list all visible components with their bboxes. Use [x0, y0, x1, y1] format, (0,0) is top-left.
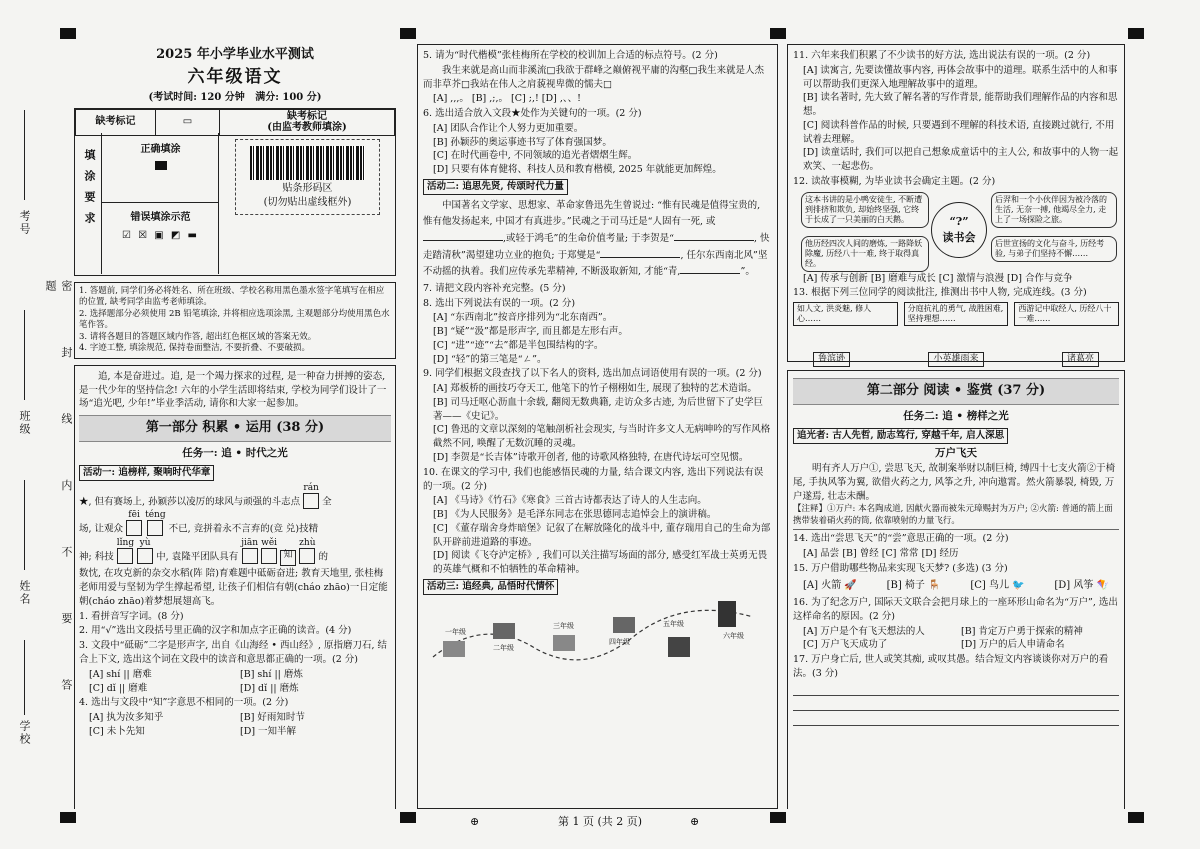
blank[interactable]	[674, 240, 754, 241]
absent-mark-label: 缺考标记	[76, 109, 156, 135]
answer-sheet-header	[74, 108, 396, 276]
question-11: 11. 六年来我们积累了不少读书的好方法, 选出说法有误的一项。(2 分)	[793, 50, 1091, 61]
option[interactable]: [A] 团队合作让个人努力更加重要。	[433, 122, 584, 134]
question-12: 12. 读故事模糊, 为毕业读书会确定主题。(2 分)	[793, 175, 996, 187]
zhi-char-box: 知	[280, 541, 296, 566]
option[interactable]: [A] 执为汝多知乎	[89, 712, 164, 724]
chaser-banner: 追光者: 古人先哲, 励志笃行, 穿越千年, 启人深思	[793, 428, 1008, 444]
option[interactable]: [B] 《为人民服务》是毛泽东同志在张思德同志追悼会上的演讲稿。	[433, 509, 717, 521]
column-1	[74, 44, 396, 809]
absent-note-title: 缺考标记	[287, 110, 327, 122]
question-5-text: 我生来就是高山而非溪流□我欲于群峰之巅俯视平庸的沟壑□我生来就是人杰而非草芥□我站在伟人之肩藐视卑微的懦夫□	[423, 64, 764, 90]
intro-paragraph: 追, 本是奋进过。追, 是一个竭力探求的过程, 是一种奋力拼搏的姿态, 是一代少年的坚持信念! 六年的小学生活即将结束, 学校为同学们设计了一场“追光吧, 少年!”毕业季活动, 请你和大家一起参加。	[79, 370, 387, 410]
story-cloud: 他历经四次人间的磨炼, 一路降妖除魔, 历经八十一难, 终于取得真经。	[801, 236, 929, 272]
annotation-note: 西游记中取经人, 历经八十一难……	[1014, 302, 1119, 326]
option[interactable]: [D] 阅读《飞夺泸定桥》, 我们可以关注描写场面的部分, 感受红军战士英勇无畏的英雄气概和不怕牺牲的革命精神。	[433, 550, 768, 576]
activity1-label: 活动一: 追榜样, 聚响时代华章	[79, 465, 214, 481]
barcode-zone-hint: (切勿贴出虚线框外)	[263, 197, 352, 209]
answer-area-1	[74, 365, 396, 809]
question-9: 9. 同学们根据文段查找了以下名人的资料, 选出加点词语使用有误的一项。(2 分)	[423, 368, 762, 380]
alignment-mark	[60, 28, 76, 39]
subject-title: 六年级语文	[187, 66, 283, 87]
question-14-options[interactable]: [A] 品尝 [B] 曾经 [C] 常常 [D] 经历	[803, 548, 959, 560]
blank[interactable]	[680, 273, 740, 274]
grade-label: 二年级	[493, 643, 514, 652]
correct-fill-label: 正确填涂	[140, 143, 181, 155]
fill-requirements-label: 填涂要求	[82, 148, 96, 233]
alignment-mark	[400, 28, 416, 39]
part2-title: 第二部分 阅读 • 鉴赏 (37 分)	[793, 378, 1119, 405]
question-16-options	[793, 625, 1119, 653]
grade-label: 三年级	[553, 621, 574, 630]
seal-line-text: 密 封 线 内 不 要 答 题	[43, 280, 73, 716]
activity3-label: 活动三: 追经典, 品悟时代情怀	[423, 579, 558, 595]
character-name[interactable]: 诸葛亮	[1062, 352, 1099, 367]
question-1: 1. 看拼音写字词。(8 分)	[79, 610, 184, 622]
notice-item: 3. 请将各题目的答题区域内作答, 超出红色框区域的答案无效。	[79, 331, 317, 342]
option[interactable]: [A] 郑板桥的画技巧夺天工, 他笔下的竹子栩栩如生, 展现了独特的艺术造诣。	[433, 383, 757, 395]
option[interactable]: [A] 万户是个有飞天想法的人	[803, 625, 925, 637]
task2-title: 任务二: 追 • 榜样之光	[903, 409, 1009, 422]
option-bird[interactable]: [C] 鸟儿 🐦	[970, 579, 1025, 591]
wrong-fill-samples: ☑ ☒ ▣ ◩ ▬	[122, 230, 199, 242]
kite-icon: 🪁	[1096, 579, 1109, 591]
barcode-zone-label: 贴条形码区	[282, 182, 333, 194]
books-path-icon	[423, 597, 773, 673]
story-cloud: 后羿和一个小伙伴因为被冷落的生活, 无奈一搏, 他竭尽全力, 走上了一场探险之旅。	[991, 192, 1117, 228]
task1-title: 任务一: 追 • 时代之光	[182, 446, 288, 459]
question-8: 8. 选出下列说法有误的一项。(2 分)	[423, 297, 576, 309]
name-label: 姓名	[17, 580, 31, 606]
blank[interactable]	[423, 240, 503, 241]
barcode-icon	[250, 146, 365, 180]
absent-mark-box[interactable]: ▭	[156, 109, 220, 135]
option[interactable]: [B] 肯定万户勇于探索的精神	[961, 625, 1083, 637]
option[interactable]: [A] shí || 磨难	[89, 668, 152, 680]
question-5: 5. 请为“时代楷模”张桂梅所在学校的校训加上合适的标点符号。(2 分)	[423, 50, 718, 61]
annotation-note: 分庭抗礼的勇气, 战胜困难, 坚持理想……	[904, 302, 1009, 326]
binding-margin	[14, 80, 73, 770]
question-17: 17. 万户身亡后, 世人或笑其痴, 或叹其愚。结合短文内容谈谈你对万户的看法。(3 分)	[793, 654, 1109, 679]
question-6: 6. 选出适合放入文段★处作为关键句的一项。(2 分)	[423, 108, 642, 120]
absent-note-sub: (由监考教师填涂)	[267, 122, 347, 134]
question-16: 16. 为了纪念万户, 国际天文联合会把月球上的一座环形山命名为“万户”, 选出这样命名的原因。(2 分)	[793, 597, 1118, 622]
column-3	[787, 44, 1125, 809]
story-text: 明有齐人万户①, 尝思飞天, 故制案举财以制巨椅, 缚四十七支火箭②于椅尾, 手执风筝为翼, 欲借火药之力, 风筝之升, 冲向遨霄。然火箭暴裂, 椅毁, 万户遂焉, 壮志未酬。	[793, 463, 1116, 502]
wrong-fill-label: 错误填涂示范	[130, 211, 191, 223]
question-14: 14. 选出“尝思飞天”的“尝”意思正确的一项。(2 分)	[793, 533, 1009, 545]
question-3: 3. 文段中“砥砺”二字是形声字, 出自《山海经 • 西山经》, 原指磨刀石, 结合上下文, 选出这个词在文段中的读音和意思都正确的一项。(2 分)	[79, 640, 388, 666]
grade-label: 一年级	[445, 627, 466, 636]
pinyin-box-teng: téng	[145, 511, 166, 539]
option[interactable]: [A] “东西南北”按音序排列为“北东南西”。	[433, 312, 613, 324]
question-10: 10. 在课文的学习中, 我们也能感悟民魂的力量, 结合课文内容, 选出下列说法有误的一项。(2 分)	[423, 466, 764, 492]
story-notes: 【注释】①万户: 本名陶成道, 因献火器而被朱元璋赐封为万户; ②火箭: 普通的箭上面携带装着硝火药的筒, 依靠喷射的力量飞行。	[793, 504, 1113, 526]
name-line	[24, 480, 25, 570]
column-2	[417, 44, 778, 809]
question-5-options[interactable]: [A] ,,,。 [B] ,;,。 [C] ;,! [D] ,、、!	[433, 93, 581, 105]
character-name[interactable]: 小英雄雨来	[928, 352, 983, 367]
pinyin-box-jian: jiān	[241, 539, 258, 567]
option[interactable]: [C] dǐ || 磨难	[89, 682, 148, 694]
option[interactable]: [D] 只要有体育健将、科技人员和教育楷模, 2025 年就能更加辉煌。	[433, 164, 722, 176]
option[interactable]: [B] 司马迁呕心沥血十余载, 翻阅无数典籍, 走访众多古迹, 为后世留下了史学巨著——《史记》。	[433, 396, 764, 422]
answer-area-2	[417, 44, 778, 809]
class-line	[24, 310, 25, 400]
registration-mark-icon: ⊕	[470, 815, 480, 828]
option[interactable]: [C] 阅读科普作品的时候, 只要遇到不理解的科技术语, 直接跳过就行, 不用试着去理解。	[803, 119, 1115, 145]
option[interactable]: [C] 未卜先知	[89, 725, 145, 737]
grade-label: 四年级	[609, 637, 630, 646]
page-number: 第 1 页 (共 2 页)	[557, 815, 643, 828]
pinyin-box-ling: lǐng	[117, 539, 134, 567]
option[interactable]: [B] shí || 磨炼	[240, 668, 303, 680]
option[interactable]: [D] 读童话时, 我们可以把自己想象成童话中的主人公, 和故事中的人物一起欢笑、一起悲伤。	[803, 147, 1119, 173]
grade-label: 六年级	[723, 631, 744, 640]
correct-fill-sample	[155, 161, 167, 170]
notice-item: 2. 选择题部分必须使用 2B 铅笔填涂, 并将相应选项涂黑, 主观题部分均使用黑色水笔作答。	[79, 308, 390, 331]
annotation-note: 如人文, 洪炎魅, 修人心……	[793, 302, 898, 326]
option[interactable]: [A] 读寓言, 先要读懂故事内容, 再体会故事中的道理。联系生活中的人和事可以帮助我们更深入地理解故事中的道理。	[803, 64, 1118, 90]
school-line	[24, 640, 25, 715]
blank[interactable]	[600, 257, 680, 258]
question-13: 13. 根据下列三位同学的阅读批注, 推测出书中人物, 完成连线。(3 分)	[793, 287, 1087, 299]
option[interactable]: [D] 万户的后人申请命名	[961, 639, 1065, 651]
activity2-label: 活动二: 追思先贤, 传颂时代力量	[423, 179, 568, 195]
question-4: 4. 选出与文段中“知”字意思不相同的一项。(2 分)	[79, 697, 289, 709]
option[interactable]: [D] dǐ || 磨炼	[240, 682, 299, 694]
page-footer	[0, 814, 1200, 830]
answer-area-3-bottom	[787, 370, 1125, 809]
part1-title: 第一部分 积累 • 运用 (38 分)	[79, 415, 391, 442]
school-label: 学校	[17, 720, 31, 746]
reading-club-circle: “?” 读书会	[931, 202, 987, 258]
option[interactable]: [D] 一知半解	[240, 725, 297, 737]
question-7: 7. 请把文段内容补充完整。(5 分)	[423, 282, 566, 294]
notice-box	[74, 282, 396, 359]
answer-line[interactable]	[793, 683, 1119, 696]
notice-item: 1. 答题前, 同学们务必将姓名、所在班级、学校名称用黑色墨水签字笔填写在相应的位置, 缺考同学由监考老师填涂。	[79, 285, 385, 308]
option[interactable]: [B] 好雨知时节	[240, 712, 305, 724]
reading-club-diagram	[793, 190, 1119, 272]
story-cloud: 这本书讲的是小鸭安徒生, 不断遭到排挤和欺负, 却始终坚强, 它终于长成了一只美丽的白天鹅。	[801, 192, 929, 228]
chair-icon: 🪑	[928, 579, 941, 591]
option-kite[interactable]: [D] 风筝 🪁	[1054, 579, 1109, 591]
option[interactable]: [B] “疑”“汲”都是形声字, 而且都是左形右声。	[433, 326, 628, 338]
option[interactable]: [D] 李贺是“长吉体”诗歌开创者, 他的诗歌风格独特, 在唐代诗坛可空见惯。	[433, 451, 749, 463]
alignment-mark	[770, 28, 786, 39]
answer-line[interactable]	[793, 698, 1119, 711]
notice-item: 4. 字迹工整, 填涂规范, 保持卷面整洁, 不要折叠、不要破损。	[79, 343, 311, 354]
answer-area-3-top	[787, 44, 1125, 365]
pinyin-box-ran: rán	[303, 484, 319, 512]
option-chair[interactable]: [B] 椅子 🪑	[886, 579, 941, 591]
story-title: 万户飞天	[935, 446, 977, 459]
grade-timeline	[423, 597, 772, 673]
pinyin-box-fei: fēi	[126, 511, 142, 539]
option[interactable]: [C] 鲁迅的文章以深刻的笔触剖析社会现实, 与当时许多文人无病呻吟的写作风格截然不同, 唤醒了无数沉睡的灵魂。	[433, 424, 771, 450]
question-4-options	[79, 711, 391, 739]
id-line	[24, 110, 25, 200]
question-15: 15. 万户借助哪些物品来实现飞天梦? (多选) (3 分)	[793, 562, 1008, 574]
id-label: 考号	[17, 210, 31, 236]
registration-mark-icon: ⊕	[690, 815, 700, 828]
passage: ★, 但有赛场上, 孙颖莎以凌厉的球风与顽强的斗志点 rán 全 场, 让观众 fēi téng 不已, 竞拼着永不言弃的(竞 兑)技精 神; 科技 lǐng yù 中, 袁隆平团队具有 jiān wěi 知 zhù 的	[79, 484, 391, 567]
character-names	[793, 352, 1119, 367]
pinyin-box-wei: wěi	[261, 539, 277, 567]
option[interactable]: [D] “轻”的第三笔是“ㄥ”。	[433, 353, 547, 365]
absent-table	[75, 109, 395, 136]
pinyin-box-yu: yù	[137, 539, 153, 567]
option[interactable]: [B] 孙颖莎的奥运事迹书写了体育强国梦。	[433, 136, 612, 148]
question-2: 2. 用“√”选出文段括号里正确的汉字和加点字正确的读音。(4 分)	[79, 625, 352, 637]
exam-title: 2025 年小学毕业水平测试	[156, 47, 314, 62]
activity2-passage: 中国著名文学家、思想家、革命家鲁迅先生曾说过: “惟有民魂是值得宝贵的, 惟有他发扬起来, 中国才有真进步。”民魂之于司马迁是“人固有一死, 或,或轻于鸿毛”的生命价值考量; 于李贺是“ , 快走踏清秋”渴望建功立业的抱负; 于郑燮是“ , 任尔东西南北风”坚不动摇的执着。我们应传承先辈精神, 不断汲取新知, 才能“青, ”。	[423, 199, 770, 278]
option-rocket[interactable]: [A] 火箭 🚀	[803, 579, 857, 591]
annotation-notes	[793, 302, 1119, 326]
option[interactable]: [C] “进”“迹”“去”都是半包围结构的字。	[433, 339, 604, 351]
class-label: 班级	[17, 410, 31, 436]
question-15-options	[793, 577, 1119, 596]
alignment-mark	[1128, 28, 1144, 39]
option[interactable]: [A] 《马诗》《竹石》《寒食》三首古诗都表达了诗人的人生志向。	[433, 495, 707, 507]
option[interactable]: [B] 读名著时, 先大致了解名著的写作背景, 能帮助我们理解作品的内容和思想。	[803, 92, 1118, 118]
rocket-icon: 🚀	[844, 579, 857, 591]
character-name[interactable]: 鲁滨逊	[813, 352, 850, 367]
grade-label: 五年级	[663, 619, 684, 628]
bird-icon: 🐦	[1012, 579, 1025, 591]
question-3-options	[79, 668, 391, 696]
option[interactable]: [C] 万户飞天成功了	[803, 639, 888, 651]
pinyin-box-zhu: zhù	[299, 539, 315, 567]
option[interactable]: [C] 《董存瑞舍身炸暗堡》记叙了在解放隆化的战斗中, 董存瑞用自己的生命为部队开辟前进道路的事迹。	[433, 522, 771, 548]
question-12-options[interactable]: [A] 传承与创新 [B] 磨难与成长 [C] 激情与浪漫 [D] 合作与竞争	[803, 272, 1073, 284]
story-cloud: 后世宣扬的文化与奋斗, 历经考验, 与弟子们坚持不懈……	[991, 236, 1117, 262]
exam-time: (考试时间: 120 分钟 满分: 100 分)	[148, 92, 322, 104]
barcode-zone	[235, 139, 380, 215]
option[interactable]: [C] 在时代画卷中, 不同领域的追光者熠熠生辉。	[433, 150, 638, 162]
passage-rest: 数忱, 在攻克新的杂交水稻(阵 陪)育难题中砥砺奋进; 教育天地里, 张桂梅老师用爱与坚韧为学生撑起希望, 让孩子们相信有朝(cháo zhāo)一日定能朝(cháo zhāo)着梦想展翅高飞。	[79, 568, 388, 607]
answer-line[interactable]	[793, 713, 1119, 726]
